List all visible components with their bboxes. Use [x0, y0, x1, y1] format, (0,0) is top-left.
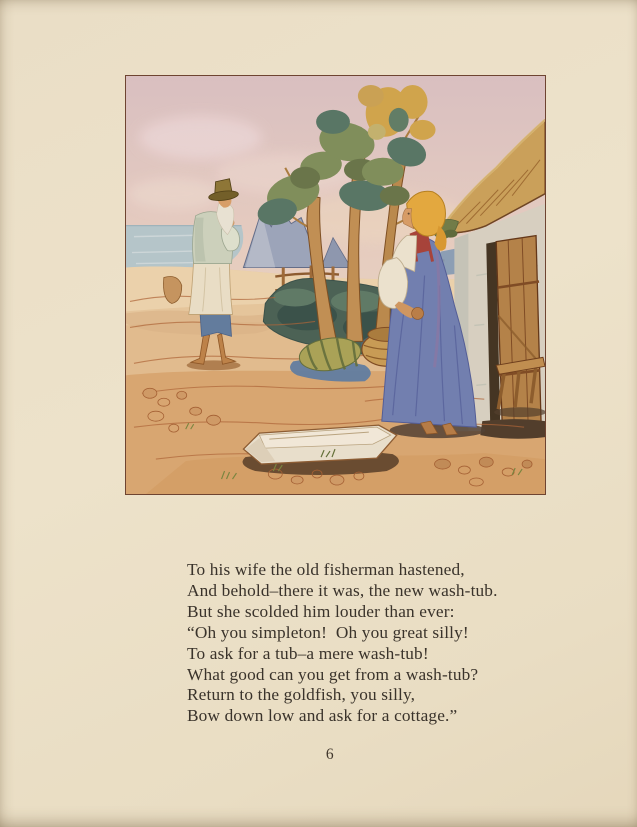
poem-line: What good can you get from a wash-tub? — [187, 664, 479, 684]
poem-line: Return to the goldfish, you silly, — [187, 685, 416, 705]
illustration-frame — [125, 75, 546, 495]
poem-line: Bow down low and ask for a cottage.” — [187, 706, 458, 726]
poem-line: To his wife the old fisherman hastened, — [187, 560, 465, 579]
poem-text — [187, 560, 498, 727]
page-number: 6 — [325, 746, 335, 763]
poem-line: But she scolded him louder than ever: — [187, 601, 455, 621]
warm-wash-overlay — [126, 76, 545, 494]
poem-line: To ask for a tub–a mere wash-tub! — [187, 643, 429, 663]
poem-line: “Oh you simpleton! Oh you great silly! — [187, 622, 469, 642]
illustration-fisherman-scene — [126, 76, 545, 494]
poem-line: And behold–there it was, the new wash-tub. — [187, 580, 498, 600]
